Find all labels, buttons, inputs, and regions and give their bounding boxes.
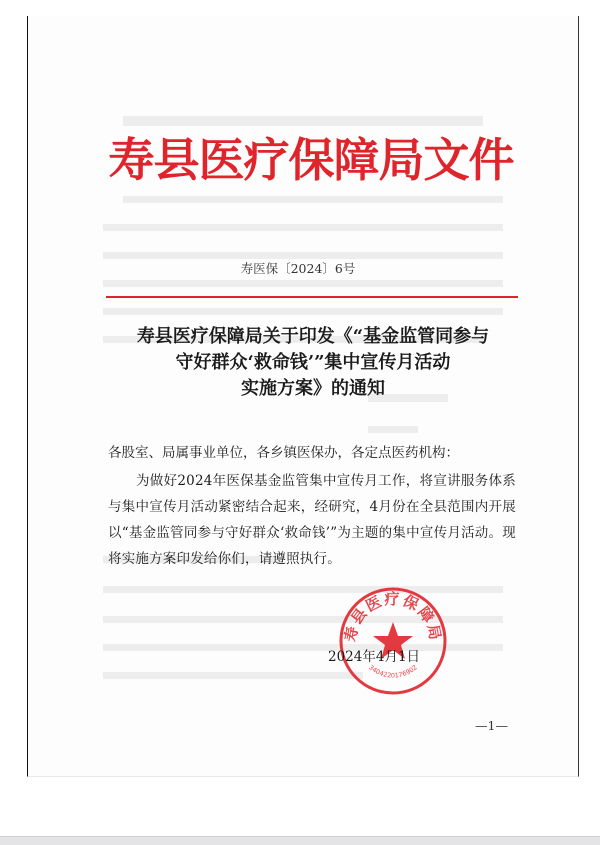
issue-date: 2024年4月1日 (328, 649, 421, 665)
red-divider-line (106, 296, 518, 298)
page-number: —1— (475, 718, 508, 733)
recipients-line: 各股室、局属事业单位，各乡镇医保办，各定点医药机构： (108, 445, 459, 461)
document-page (27, 16, 579, 777)
seal-code: 3404220176902 (367, 663, 419, 680)
title-line-2: 守好群众‘救命钱’”集中宣传月活动 (175, 352, 451, 373)
body-paragraph: 为做好2024年医保基金监管集中宣传月工作，将宣讲服务体系与集中宣传月活动紧密结合起来，经研究，4月份在全县范围内开展以“基金监管同参与守好群众‘救命钱’”为主题的集中宣传月活动。现将实施方案印发给你们，请遵照执行。 (108, 473, 516, 567)
official-seal-icon (336, 584, 450, 698)
title-line-3: 实施方案》的通知 (241, 378, 385, 399)
document-number: 寿医保〔2024〕6号 (240, 261, 356, 276)
seal-text: 寿县医疗保障局 (341, 590, 445, 644)
document-title (108, 324, 518, 402)
title-line-1: 寿县医疗保障局关于印发《“基金监管同参与 (136, 326, 490, 347)
document-header: 寿县医疗保障局文件 (108, 133, 514, 187)
svg-text:3404220176902 (367, 663, 419, 679)
